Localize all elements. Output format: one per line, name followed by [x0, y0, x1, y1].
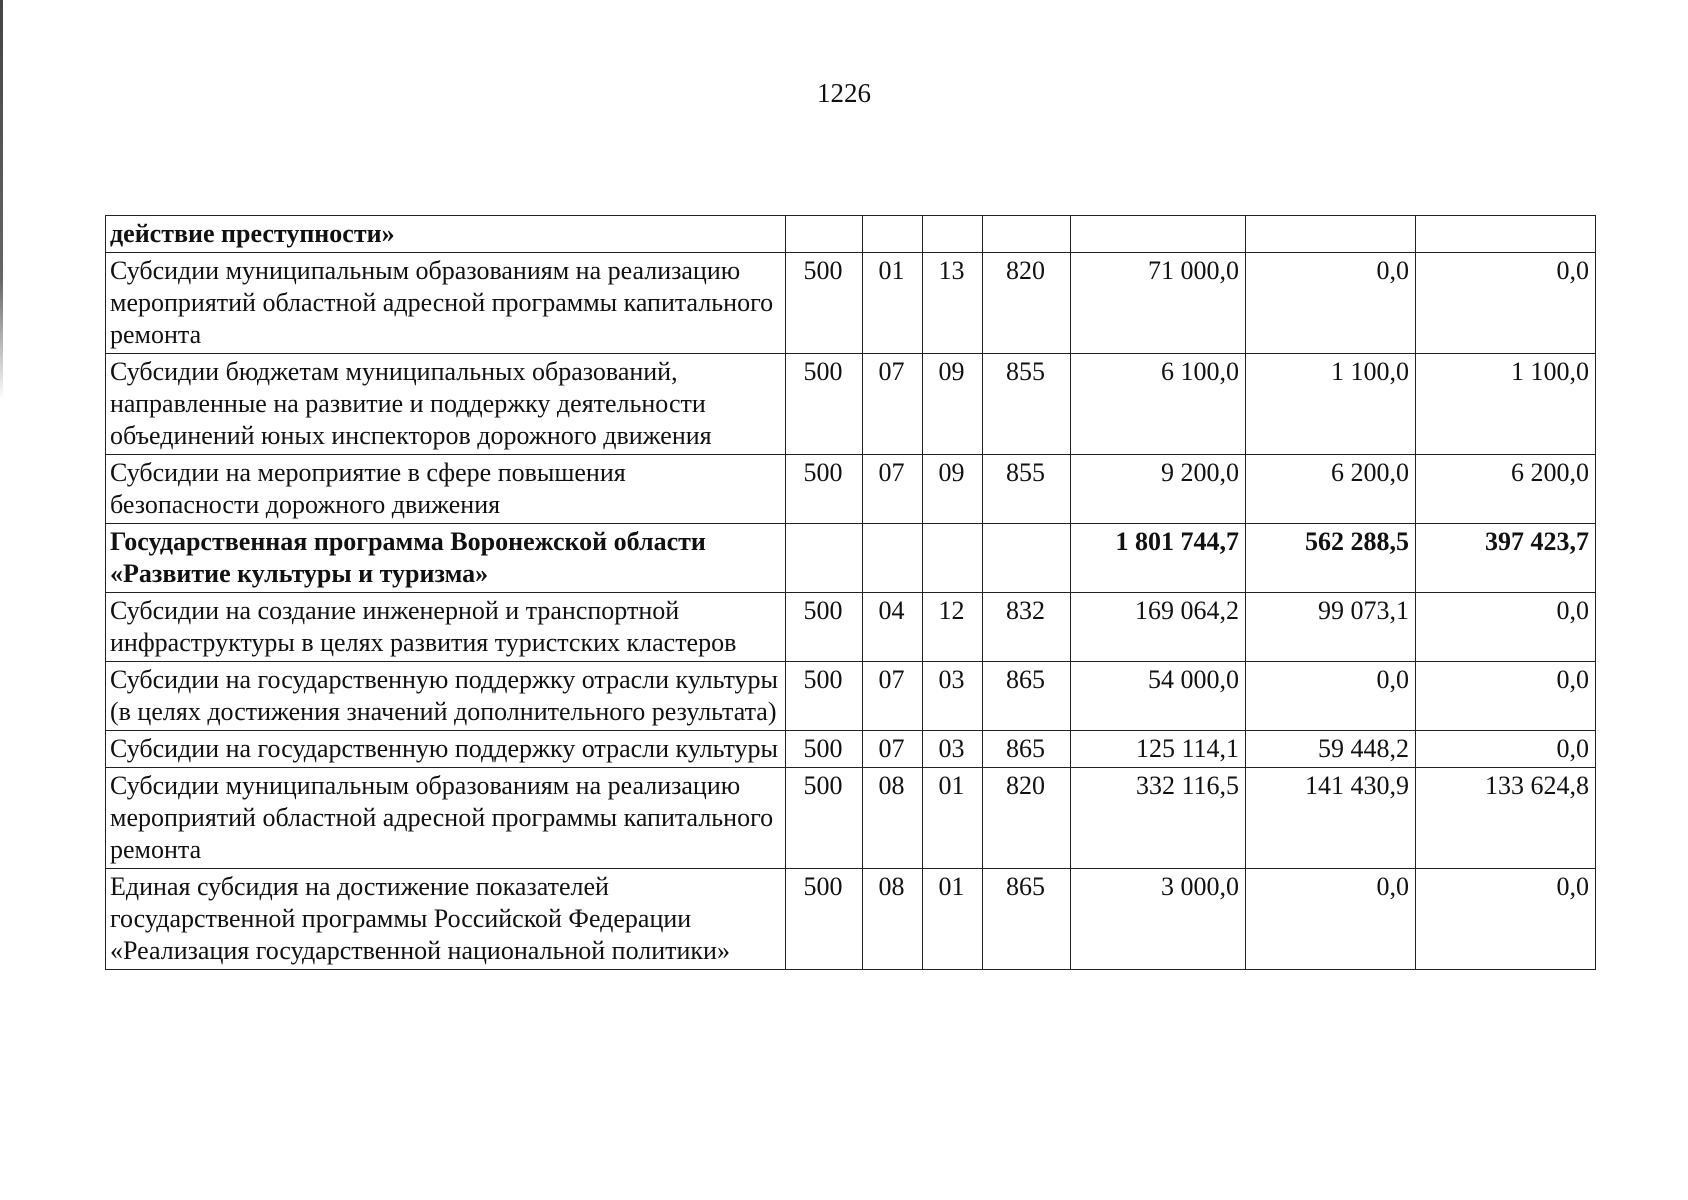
- cell-code-1: 500: [786, 253, 863, 354]
- table-row: [106, 216, 1596, 253]
- cell-name: Субсидии на государственную поддержку отрасли культуры (в целях достижения значений дополнительного результата): [106, 662, 786, 731]
- cell-code-1: 500: [786, 768, 863, 869]
- cell-code-1: 500: [786, 593, 863, 662]
- cell-amount-3: 1 100,0: [1416, 354, 1596, 455]
- cell-code-2: [863, 216, 923, 253]
- cell-amount-2: 6 200,0: [1246, 455, 1416, 524]
- cell-code-4: [983, 216, 1071, 253]
- cell-name: Субсидии муниципальным образованиям на реализацию мероприятий областной адресной программы капитального ремонта: [106, 253, 786, 354]
- cell-code-2: 04: [863, 593, 923, 662]
- cell-code-2: 08: [863, 869, 923, 970]
- cell-name: Государственная программа Воронежской области «Развитие культуры и туризма»: [106, 524, 786, 593]
- cell-amount-1: 1 801 744,7: [1071, 524, 1246, 593]
- cell-code-4: 855: [983, 354, 1071, 455]
- table-row: [106, 253, 1596, 354]
- cell-amount-2: 0,0: [1246, 253, 1416, 354]
- cell-code-1: [786, 524, 863, 593]
- table-row: [106, 731, 1596, 768]
- cell-amount-3: 397 423,7: [1416, 524, 1596, 593]
- cell-code-4: 855: [983, 455, 1071, 524]
- table-row: [106, 455, 1596, 524]
- cell-code-4: [983, 524, 1071, 593]
- cell-code-2: 08: [863, 768, 923, 869]
- cell-amount-1: [1071, 216, 1246, 253]
- cell-name: Субсидии муниципальным образованиям на реализацию мероприятий областной адресной программы капитального ремонта: [106, 768, 786, 869]
- scan-edge: [0, 0, 3, 400]
- cell-amount-1: 3 000,0: [1071, 869, 1246, 970]
- cell-code-3: 12: [923, 593, 983, 662]
- cell-code-3: [923, 216, 983, 253]
- cell-code-4: 865: [983, 869, 1071, 970]
- cell-code-2: 07: [863, 662, 923, 731]
- cell-code-2: 07: [863, 731, 923, 768]
- cell-amount-1: 169 064,2: [1071, 593, 1246, 662]
- cell-name: Субсидии на создание инженерной и транспортной инфраструктуры в целях развития туристских кластеров: [106, 593, 786, 662]
- cell-amount-2: 562 288,5: [1246, 524, 1416, 593]
- cell-amount-3: 0,0: [1416, 593, 1596, 662]
- cell-amount-2: 99 073,1: [1246, 593, 1416, 662]
- cell-code-3: [923, 524, 983, 593]
- cell-name: Субсидии бюджетам муниципальных образований, направленные на развитие и поддержку деятельности объединений юных инспекторов дорожного движения: [106, 354, 786, 455]
- cell-amount-1: 54 000,0: [1071, 662, 1246, 731]
- cell-amount-2: 59 448,2: [1246, 731, 1416, 768]
- page-number: 1226: [817, 78, 871, 108]
- cell-amount-3: 133 624,8: [1416, 768, 1596, 869]
- cell-code-4: 832: [983, 593, 1071, 662]
- cell-amount-3: [1416, 216, 1596, 253]
- cell-code-4: 820: [983, 253, 1071, 354]
- cell-amount-3: 0,0: [1416, 869, 1596, 970]
- table-row: [106, 869, 1596, 970]
- cell-code-3: 09: [923, 354, 983, 455]
- cell-code-4: 865: [983, 662, 1071, 731]
- cell-code-2: 07: [863, 455, 923, 524]
- table-body: [106, 216, 1596, 970]
- cell-amount-3: 0,0: [1416, 731, 1596, 768]
- cell-amount-2: 141 430,9: [1246, 768, 1416, 869]
- cell-code-1: 500: [786, 662, 863, 731]
- cell-name: Единая субсидия на достижение показателей государственной программы Российской Федерации «Реализация государственной национальной политики»: [106, 869, 786, 970]
- cell-code-1: [786, 216, 863, 253]
- table-row: [106, 354, 1596, 455]
- cell-code-1: 500: [786, 731, 863, 768]
- budget-table: [105, 215, 1596, 970]
- cell-amount-1: 71 000,0: [1071, 253, 1246, 354]
- cell-code-3: 01: [923, 869, 983, 970]
- cell-amount-2: [1246, 216, 1416, 253]
- cell-amount-1: 332 116,5: [1071, 768, 1246, 869]
- cell-name: Субсидии на государственную поддержку отрасли культуры: [106, 731, 786, 768]
- cell-code-4: 820: [983, 768, 1071, 869]
- cell-code-2: 07: [863, 354, 923, 455]
- cell-code-1: 500: [786, 455, 863, 524]
- cell-amount-3: 6 200,0: [1416, 455, 1596, 524]
- cell-amount-3: 0,0: [1416, 253, 1596, 354]
- table-row: [106, 768, 1596, 869]
- cell-amount-3: 0,0: [1416, 662, 1596, 731]
- cell-amount-2: 1 100,0: [1246, 354, 1416, 455]
- cell-code-4: 865: [983, 731, 1071, 768]
- cell-code-2: [863, 524, 923, 593]
- cell-code-3: 13: [923, 253, 983, 354]
- table-row: [106, 524, 1596, 593]
- cell-amount-2: 0,0: [1246, 662, 1416, 731]
- table-row: [106, 662, 1596, 731]
- cell-code-1: 500: [786, 354, 863, 455]
- cell-amount-2: 0,0: [1246, 869, 1416, 970]
- cell-code-2: 01: [863, 253, 923, 354]
- cell-name: действие преступности»: [106, 216, 786, 253]
- cell-code-3: 09: [923, 455, 983, 524]
- cell-amount-1: 9 200,0: [1071, 455, 1246, 524]
- cell-code-3: 01: [923, 768, 983, 869]
- cell-name: Субсидии на мероприятие в сфере повышения безопасности дорожного движения: [106, 455, 786, 524]
- cell-amount-1: 6 100,0: [1071, 354, 1246, 455]
- cell-code-3: 03: [923, 731, 983, 768]
- cell-code-1: 500: [786, 869, 863, 970]
- cell-amount-1: 125 114,1: [1071, 731, 1246, 768]
- cell-code-3: 03: [923, 662, 983, 731]
- table-row: [106, 593, 1596, 662]
